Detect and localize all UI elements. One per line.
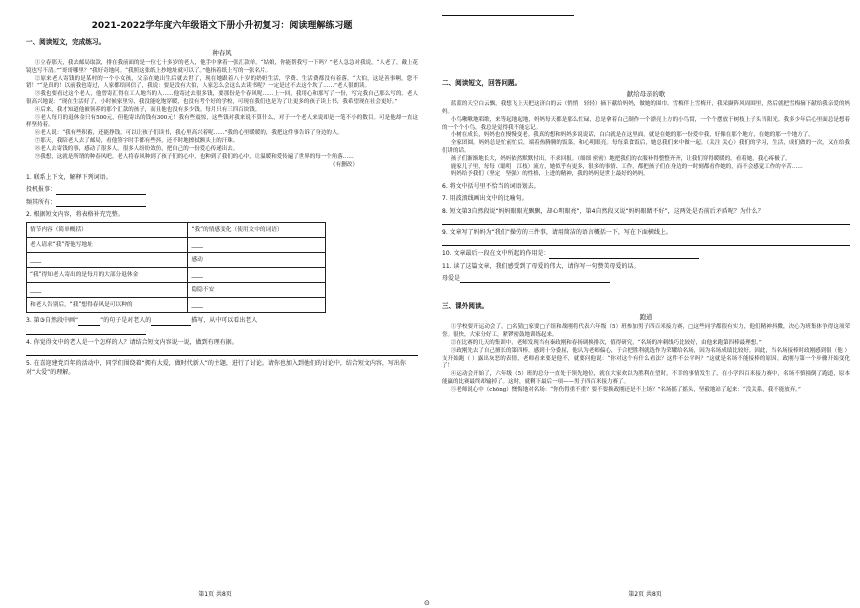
passage-2-paragraph: 全家团圆，妈妈总是忙前忙后，端着热腾腾的饭菜，和心明眼亮。每每菜食饭后，她总我们来中做一起。（关注 关心）我们的学习，生活，成们做的一次，又在给我们讲的话。 xyxy=(442,140,850,154)
table-cell[interactable]: ____ xyxy=(27,283,188,298)
passage-3-paragraph: ④运动会开始了，六年级（5）班的总分一直处于领先地位，就在大家欢以为胜利在望时，不幸的事情发生了，在小学四百米接力赛中，名场不慎撞倒了跑道，原本能赢的比赛最终却输掉了。这时，就剩下最后一项——男子四百米接力赛了。 xyxy=(442,371,850,385)
passage-2-paragraph: 妈妈给予我们（坚定 坚强）的性格，上进的精神，我的妈妈是世上最好的妈妈。 xyxy=(450,171,649,178)
answer-line[interactable] xyxy=(442,8,574,16)
answer-line[interactable] xyxy=(549,252,699,259)
document-title: 2021-2022学年度六年级语文下册小升初复习：阅读理解练习题 xyxy=(91,21,353,31)
question-6: 6. 将文中括号里不恰当的词语划去。 xyxy=(442,183,540,191)
binding-mark-icon: ⊙ xyxy=(424,599,430,607)
passage-3-paragraph: ①学校要开运动会了，□名猜□家要□子组和战刚将代表六年级（5）班参加男子四百米接力赛，□这些同学都很有实力，他们精神抖擞，决心为班集体争得这项荣誉。很快，大家分好工，紧锣密鼓地训练起来。 xyxy=(442,324,850,339)
passage-1-paragraph: ⑤老人每月的退休金只有500元，但他寄出的钱有300元！我有些震惊，这些钱对我来说不算什么，对于一个老人来说却是一笔不小的数目。可是他却一直这样坚持着。 xyxy=(26,114,418,129)
table-cell: 感动 xyxy=(188,253,326,268)
passage-1-paragraph: ⑥老人说：“我有些积蓄，还能挣钱，可以让孩子们读书，我心里高兴着呢……”我的心里暖暖的，我把这件事告诉了身边的人。 xyxy=(34,130,343,137)
table-cell: “我”得知老人寄出的是每月的大部分退休金 xyxy=(27,268,188,283)
answer-line[interactable] xyxy=(26,347,418,356)
passage-1-title: 种春风 xyxy=(212,49,232,58)
table-header-row xyxy=(27,223,326,238)
question-1b xyxy=(26,198,418,207)
question-11-prefix: 母爱是 xyxy=(442,274,461,282)
answer-line[interactable] xyxy=(151,319,191,326)
question-2: 2. 根据短文内容，将表格补充完整。 xyxy=(26,210,124,218)
question-3 xyxy=(26,316,418,325)
question-3-part: 描写，从中可以看出老人 xyxy=(191,317,258,325)
passage-1-paragraph: ⑧老人去寄钱的事，感动了很多人。很多人纷纷效仿，把自己的一份爱心传递出去。 xyxy=(34,145,239,152)
answer-line[interactable] xyxy=(442,237,850,246)
table-cell[interactable]: ____ xyxy=(188,268,326,283)
table-cell[interactable]: ____ xyxy=(188,298,326,313)
passage-2-title: 献给母亲的歌 xyxy=(626,90,666,99)
question-1a xyxy=(26,185,418,194)
table-row xyxy=(27,268,326,283)
question-9: 9. 文章写了妈妈为“我们”操劳的三件事，请用简洁的语言概括一下，写在下面横线上。 xyxy=(442,229,672,236)
section-1-heading: 一、阅读短文，完成练习。 xyxy=(26,37,106,46)
table-header-cell: “我”的情感变化（使用文中的词语） xyxy=(188,223,326,238)
section-3-heading: 三、课外阅读。 xyxy=(442,302,489,311)
table-row xyxy=(27,253,326,268)
page-2 xyxy=(430,0,860,608)
passage-2-paragraph: 孩子们渐渐地长大，妈妈依然默默付出，不求回报。（细细 密密）地把我们的衣服补得整整齐齐，让我们穿得暖暖的。看着她，我心疼极了。 xyxy=(450,155,791,162)
question-1b-label: 频其所有： xyxy=(26,198,57,206)
table-cell: 和老人告别后，“我”想得春风是可以种的 xyxy=(27,298,188,313)
plot-emotion-table xyxy=(26,222,326,313)
table-row xyxy=(27,238,326,253)
question-3-part: 3. 第③自然段中画“ xyxy=(26,317,79,325)
question-11-answer xyxy=(442,274,850,283)
passage-1-paragraph: ④后来，我才知道他被领养的那个汇款的孩子，而且他也没有多少钱。每月只有三四百块钱。 xyxy=(34,106,261,113)
section-2-heading: 二、阅读短文，回答问题。 xyxy=(442,79,522,87)
passage-1-paragraph: ①立春那天，我去邮局取款，排在我前面的是一位七十多岁的老人，他手中拿着一张汇款单。“姑娘，你能帮我写一下吗？”老人急急对我说，“人老了，戴上花镜也写不清。”“哥哥哪里？”我好奇地问。“我照这张纸上抄地址就可以了。”他指着纸上写的一张名片。 xyxy=(26,60,418,74)
answer-line[interactable] xyxy=(460,276,610,283)
passage-1-paragraph: ⑦那天，我陪老人去了邮局，看他签字时手都有些抖，还不时地擦拭额头上的汗珠。 xyxy=(34,138,239,145)
passage-1-paragraph: ③我也要看过这个老人，他曾寄汇得在工人地当的人……他寄过去很多钱，要那份是个春风呢……上一回，我用心和那写了一份，写完我自己那么写的。老人很高兴地说：“现在生活好了，小时候家里穷，我没能吃饱穿暖，也没有考个好的学校，可现在我们也是为了让更多的孩子读上书，我希望现在社会更好。” xyxy=(26,91,418,106)
table-row xyxy=(27,283,326,298)
passage-2-paragraph: 小鸟啾啾地唱歌，来等起地起地，妈妈每天都是那么忙碌，总是拿着白己制作一个漂亮上方的小鸟窝，一个个摆放于树枝上子头当阳光。我多少年后心里面总是想着的一个个小鸟，我总是觉得我不能忘记。 xyxy=(442,116,850,131)
table-cell: 老人请求“我”帮他写地址 xyxy=(27,238,188,253)
question-4: 4. 你觉得文中的老人是一个怎样的人？请结合短文内容说一说，做到有理有据。 xyxy=(26,338,238,346)
passage-1-note: （有删改） xyxy=(330,162,358,169)
passage-3-title: 跑道 xyxy=(639,313,653,322)
table-cell: 隐隐不安 xyxy=(188,283,326,298)
passage-3-paragraph: ③政刚先去了自己擅长的第四棒，感到十分委屈，他认为老师偏心，于合把胜利就选作为荣耀给名场，因为名场成绩比较好。因此，当名场接棒时政刚感到很（他 ）支开始跑（ ）露出灰恶的表情，老师看来要是他不，就要问他说：“你对这个有什么看法？这件不公平吗？”这就是名场不能接棒的原因。政刚与第一个步骤开始变化了！ xyxy=(442,347,850,370)
passage-2-paragraph: 鹿家儿子里，每每（聪明 江枝）流方，她似乎有更多，很多的事情、工作，都把孩子们在身边的一时刻都看作她的，而不会感觉工作的辛苦…… xyxy=(450,163,803,170)
question-8: 8. 短文第3自然段说“妈妈眼眼光飘飘，却心明眼亮”，第4自然段又说“妈妈眼睛不好”，这两处是否前后矛盾呢？为什么？ xyxy=(442,207,764,215)
question-7: 7. 用波浪线画出文中的比喻句。 xyxy=(442,195,528,203)
question-3-part: ”的句子是对老人的 xyxy=(100,317,152,325)
passage-2-paragraph: 蓝蓝的天空白云飘，我想飞上天把这济白的云（悄悄 轻轻）摘下献给妈妈，做她的围巾。雪梅伴上雪梅开，我采撷阵风周围里，然后就把雪梅摘下献给我亲爱的妈妈。 xyxy=(442,101,850,115)
question-10 xyxy=(442,249,850,258)
page-1-footer: 第1页 共8页 xyxy=(198,591,232,598)
question-5: 5. 在喜迎建党百年的活动中，同学们围绕着“拥有大爱，做时代新人”的主题，进行了讨论。请你也加入到他们的讨论中，结合短文内容，写出你对“大爱”的理解。 xyxy=(26,359,406,377)
answer-line[interactable] xyxy=(442,216,850,225)
question-10-label: 10. 文章最后一段在文中所起的作用是： xyxy=(442,250,550,258)
passage-1-paragraph: ②原来老人寄钱的是某村的一个小女孩，父亲在她出生后就去世了，现在她跟着八十岁的奶奶生活，学费、生活费都没有着落。“大伯，这是善事啊，您不错！”“是真的！以前我也寄过，人家都给回信了，我说：要是没有大伯，人家怎么会这么去读书呢？一定是过不去这个坎了……”老人很朗读。 xyxy=(26,75,418,90)
table-row xyxy=(27,298,326,313)
table-header-cell: 情节内容（简单概括） xyxy=(27,223,188,238)
page-2-footer: 第2页 共8页 xyxy=(628,591,662,598)
page-1-content xyxy=(26,8,418,377)
page-2-content xyxy=(442,8,850,395)
question-1: 1. 联系上下文，解释下列词语。 xyxy=(26,174,112,182)
passage-2-paragraph: 小树在成长，妈妈也在慢慢变老。我真的想和妈妈多说说话，白白就是在这里面，就是在她的那一份爱中我，好像在那个地方，在她的那一个地方了。 xyxy=(450,132,814,139)
passage-1-paragraph: ⑨我想，这就是所谓的种春风吧。老人将春风种到了孩子们的心中，也种到了我们的心中，让温暖和爱传遍了世界的每一个角落…… xyxy=(34,153,354,160)
answer-line[interactable] xyxy=(26,326,146,335)
answer-line[interactable] xyxy=(56,188,146,195)
answer-line[interactable] xyxy=(56,200,146,207)
question-11: 11. 读了这篇文章，我们感受到了母爱的伟大，请你写一句赞美母爱的话。 xyxy=(442,262,640,270)
answer-line[interactable] xyxy=(78,319,100,326)
passage-3-paragraph: ②在比赛的几天的集训中，老师发现当有秦政刚和春扬调换排次，值得研究，“名场的冲刺线巧比较好，由他来跑第四棒最理想。” xyxy=(450,339,762,346)
question-1a-label: 投机报事： xyxy=(26,186,57,194)
passage-3-paragraph: ⑤老师说心中（chōng）懊悔地对名场：“你伤得重不重？要不要换政刚还是不上场？”名场摇了摇头，坚毅地站了起来：“没关系，我不能放弃。” xyxy=(450,386,801,393)
table-cell[interactable]: ____ xyxy=(27,253,188,268)
table-cell[interactable]: ____ xyxy=(188,238,326,253)
